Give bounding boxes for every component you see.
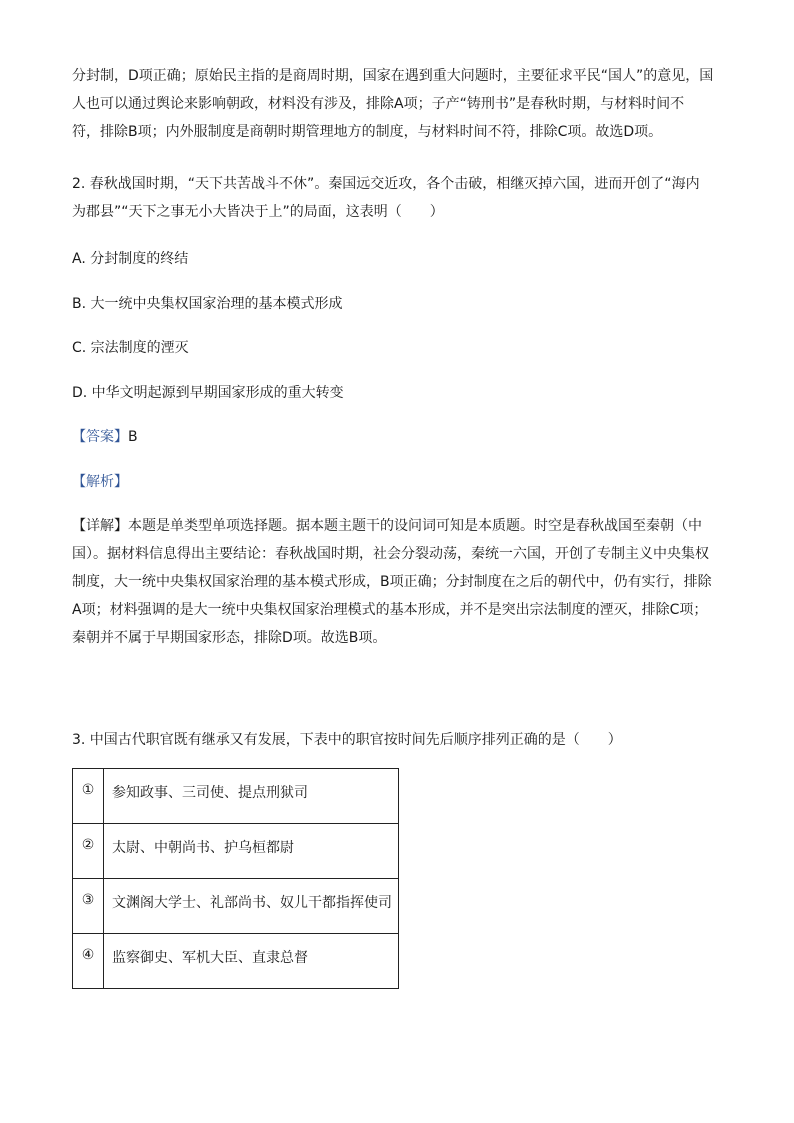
table-row bbox=[73, 879, 399, 934]
q2-stem bbox=[72, 170, 722, 226]
q2-analysis-heading bbox=[72, 472, 128, 492]
q3-stem: 3. 中国古代职官既有继承又有发展，下表中的职官按时间先后顺序排列正确的是（ ） bbox=[72, 732, 622, 748]
table-row bbox=[73, 824, 399, 879]
table-row bbox=[73, 934, 399, 989]
prev-analysis-paragraph bbox=[72, 62, 722, 146]
table-cell-text: 太尉、中朝尚书、护乌桓都尉 bbox=[104, 824, 399, 879]
q2-detail-line: 秦朝并不属于早期国家形态，排除D项。故选B项。 bbox=[72, 630, 387, 646]
q2-option-a: A. 分封制度的终结 bbox=[72, 251, 189, 267]
table-cell-number: ① bbox=[73, 769, 104, 824]
q2-detail-line: 【详解】本题是单类型单项选择题。据本题主题干的设问词可知是本质题。时空是春秋战国至秦朝（中 bbox=[72, 518, 702, 534]
answer-value: B bbox=[128, 429, 138, 445]
table-cell-text: 参知政事、三司使、提点刑狱司 bbox=[104, 769, 399, 824]
q2-stem-line: 为郡县”“天下之事无小大皆决于上”的局面，这表明（ ） bbox=[72, 204, 444, 220]
table-cell-number: ④ bbox=[73, 934, 104, 989]
q2-stem-line: 2. 春秋战国时期，“天下共苦战斗不休”。秦国远交近攻，各个击破，相继灭掉六国，进而开创了“海内 bbox=[72, 176, 700, 192]
prev-analysis-line: 人也可以通过舆论来影响朝政，材料没有涉及，排除A项；子产“铸刑书”是春秋时期，与材料时间不 bbox=[72, 96, 685, 112]
q2-detail-line: 国）。据材料信息得出主要结论：春秋战国时期，社会分裂动荡，秦统一六国，开创了专制主义中央集权 bbox=[72, 546, 709, 562]
prev-analysis-line: 分封制，D项正确；原始民主指的是商周时期，国家在遇到重大问题时，主要征求平民“国人”的意见，国 bbox=[72, 68, 714, 84]
table-cell-number: ② bbox=[73, 824, 104, 879]
analysis-tag: 【解析】 bbox=[72, 474, 128, 490]
table-cell-number: ③ bbox=[73, 879, 104, 934]
q2-detail bbox=[72, 512, 722, 652]
q2-option-d: D. 中华文明起源到早期国家形成的重大转变 bbox=[72, 385, 344, 401]
detail-tag: 【详解】 bbox=[72, 518, 128, 534]
q2-detail-line: 制度，大一统中央集权国家治理的基本模式形成，B项正确；分封制度在之后的朝代中，仍有实行，排除 bbox=[72, 574, 712, 590]
q2-answer bbox=[72, 427, 138, 447]
table-row bbox=[73, 769, 399, 824]
answer-tag: 【答案】 bbox=[72, 429, 128, 445]
table-cell-text: 文渊阁大学士、礼部尚书、奴儿干都指挥使司 bbox=[104, 879, 399, 934]
q2-option-b: B. 大一统中央集权国家治理的基本模式形成 bbox=[72, 296, 343, 312]
prev-analysis-line: 符，排除B项；内外服制度是商朝时期管理地方的制度，与材料时间不符，排除C项。故选D项。 bbox=[72, 124, 663, 140]
q2-option-c: C. 宗法制度的湮灭 bbox=[72, 340, 189, 356]
table-cell-text: 监察御史、军机大臣、直隶总督 bbox=[104, 934, 399, 989]
offices-table bbox=[72, 768, 399, 989]
q2-detail-line: A项；材料强调的是大一统中央集权国家治理模式的基本形成，并不是突出宗法制度的湮灭，排除C项； bbox=[72, 602, 708, 618]
